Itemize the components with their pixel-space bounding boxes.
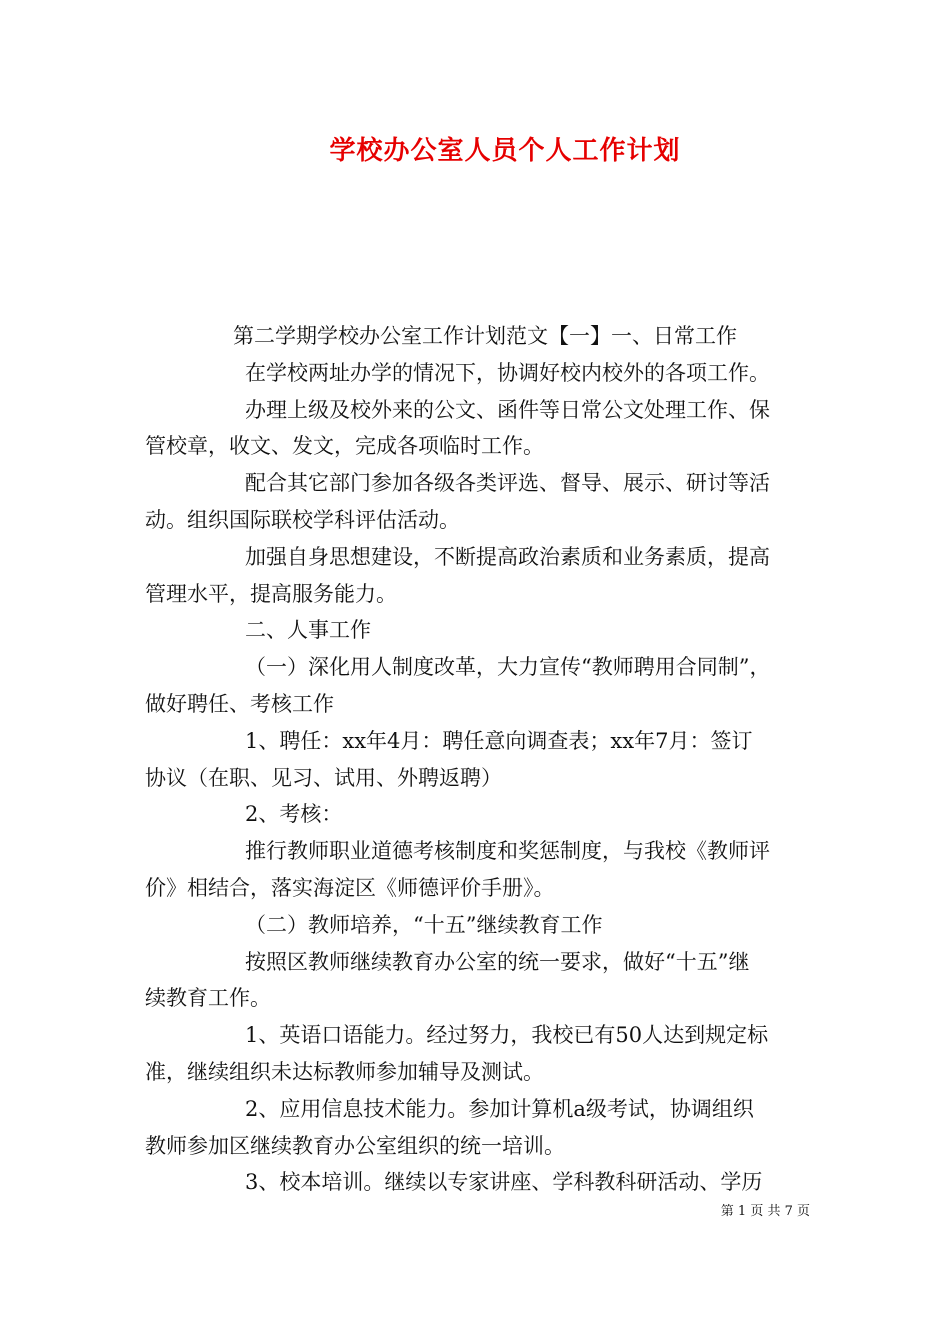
text-line: 价》相结合，落实海淀区《师德评价手册》。 [145,875,555,900]
text-line: 1、聘任：xx年4月：聘任意向调查表；xx年7月：签订 [245,728,753,753]
text-line: （一）深化用人制度改革，大力宣传“教师聘用合同制”， [245,655,771,680]
text-line: 配合其它部门参加各级各类评选、督导、展示、研讨等活 [245,471,770,496]
text-line: （二）教师培养，“十五”继续教育工作 [245,912,603,937]
text-line: 按照区教师继续教育办公室的统一要求，做好“十五”继 [245,949,750,974]
text-line: 加强自身思想建设，不断提高政治素质和业务素质，提高 [245,544,770,569]
text-line: 管理水平，提高服务能力。 [145,581,397,606]
text-line: 办理上级及校外来的公文、函件等日常公文处理工作、保 [245,397,770,422]
text-line: 协议（在职、见习、试用、外聘返聘） [145,765,502,790]
document-title: 学校办公室人员个人工作计划 [329,136,681,166]
page-footer: 第 1 页 共 7 页 [720,1204,810,1219]
text-line: 动。组织国际联校学科评估活动。 [145,507,460,532]
text-line: 1、英语口语能力。经过努力，我校已有50人达到规定标 [245,1023,769,1048]
text-line: 管校章，收文、发文，完成各项临时工作。 [145,434,544,459]
text-line: 推行教师职业道德考核制度和奖惩制度，与我校《教师评 [245,839,770,864]
text-line: 2、考核： [245,802,343,827]
text-line: 在学校两址办学的情况下，协调好校内校外的各项工作。 [245,360,770,385]
document-body [145,318,807,1201]
text-line: 2、应用信息技术能力。参加计算机a级考试，协调组织 [245,1096,754,1121]
text-line: 3、校本培训。继续以专家讲座、学科教科研活动、学历 [245,1170,763,1195]
text-line: 准，继续组织未达标教师参加辅导及测试。 [145,1059,544,1084]
text-line: 续教育工作。 [145,986,271,1011]
text-line: 做好聘任、考核工作 [145,691,334,716]
text-line: 第二学期学校办公室工作计划范文【一】一、日常工作 [233,324,737,348]
text-line: 二、人事工作 [245,618,371,643]
text-line: 教师参加区继续教育办公室组织的统一培训。 [145,1133,565,1158]
